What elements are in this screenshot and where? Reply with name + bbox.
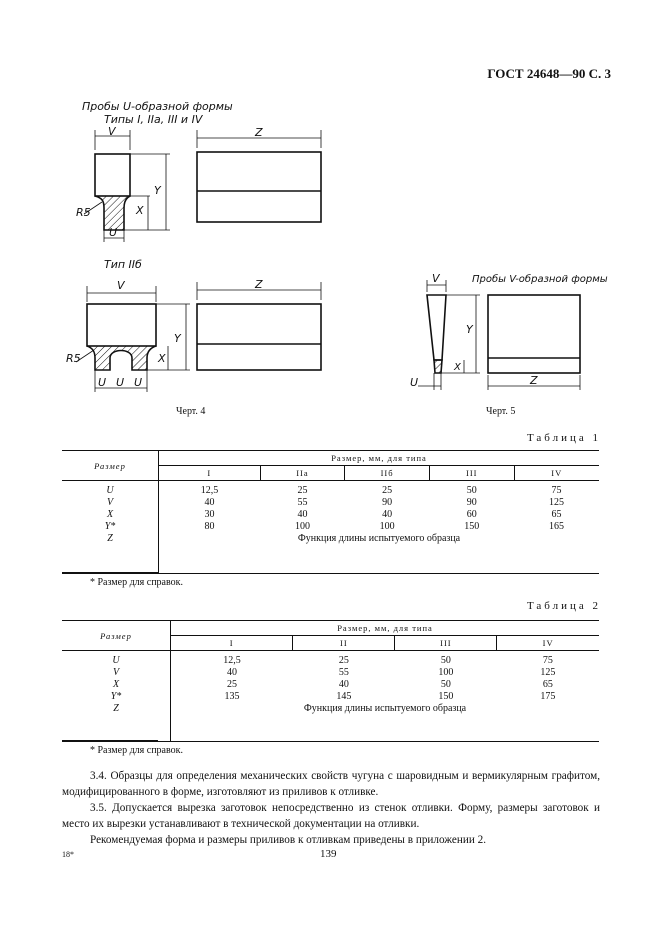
cell: 50	[440, 679, 451, 690]
row-label: V	[62, 497, 159, 509]
svg-text:Z: Z	[255, 278, 263, 291]
cell: 12,5	[200, 485, 219, 496]
cell: 25	[382, 485, 393, 496]
svg-text:U: U	[98, 376, 107, 389]
chert-4-caption: Черт. 4	[176, 406, 206, 417]
footer-mark: 18*	[62, 850, 74, 859]
table2-type-3: IV	[497, 636, 599, 651]
cell: 90	[382, 497, 393, 508]
svg-text:R5: R5	[66, 352, 81, 365]
cell: 25	[338, 655, 349, 666]
row-label: X	[62, 509, 159, 521]
cell: 80	[204, 521, 215, 532]
cell: 75	[542, 655, 553, 666]
cell: 40	[226, 667, 237, 678]
row-label: Y*	[62, 521, 159, 533]
row-label: Y*	[62, 691, 171, 703]
table-row	[62, 509, 599, 521]
row-label: X	[62, 679, 171, 691]
table-row	[62, 481, 599, 498]
cell: 90	[466, 497, 477, 508]
cell: 65	[542, 679, 553, 690]
paragraph-recommend: Рекомендуемая форма и размеры приливов к отливкам приведены в приложении 2.	[90, 834, 486, 846]
table2-type-0: I	[171, 636, 293, 651]
fig-u-title-2: Типы I, IIа, III и IV	[104, 113, 203, 126]
svg-text:V: V	[432, 272, 440, 285]
svg-text:R5: R5	[76, 206, 91, 219]
cell: 135	[224, 691, 240, 702]
table2-col-header: Размер	[62, 621, 171, 651]
cell: 30	[204, 509, 215, 520]
table1-group-header: Размер, мм, для типа	[159, 451, 600, 466]
table1	[62, 450, 599, 574]
row-label: V	[62, 667, 171, 679]
chert-5-caption: Черт. 5	[486, 406, 516, 417]
svg-text:U: U	[109, 226, 118, 239]
cell: 100	[438, 667, 454, 678]
cell: 40	[204, 497, 215, 508]
row-label: U	[62, 481, 159, 498]
table1-footnote: * Размер для справок.	[90, 577, 183, 588]
table-row	[62, 651, 599, 668]
table1-type-2: IIб	[345, 466, 430, 481]
cell: 25	[226, 679, 237, 690]
page-header: ГОСТ 24648—90 С. 3	[487, 66, 611, 81]
cell: 165	[549, 521, 565, 532]
svg-text:V: V	[108, 125, 116, 138]
cell: 125	[549, 497, 565, 508]
paragraph-3-5: 3.5. Допускается вырезка заготовок непосредственно из стенок отливки. Форму, размеры заготовок и место их вырезки устанавливают в технической документации на отливки.	[62, 802, 600, 830]
cell: 100	[294, 521, 310, 532]
table2	[62, 620, 599, 742]
cell: 25	[297, 485, 308, 496]
cell: 12,5	[223, 655, 241, 666]
table2-type-1: II	[293, 636, 395, 651]
cell: 100	[379, 521, 395, 532]
fig-2b-title: Тип IIб	[104, 258, 142, 271]
table-row-z	[62, 703, 599, 715]
svg-text:Z: Z	[255, 126, 263, 139]
svg-text:X: X	[136, 204, 144, 217]
table2-group-header: Размер, мм, для типа	[171, 621, 600, 636]
cell: 75	[551, 485, 562, 496]
fig-v-title: Пробы V-образной формы	[472, 274, 608, 285]
footnote-rule	[62, 572, 158, 573]
svg-text:Y: Y	[174, 332, 181, 345]
cell: 145	[336, 691, 352, 702]
body-text	[62, 768, 600, 848]
svg-text:X: X	[158, 352, 166, 365]
page-number: 139	[320, 848, 337, 860]
table1-type-3: III	[429, 466, 514, 481]
fig-u-title-1: Пробы U-образной формы	[82, 100, 233, 113]
svg-text:U: U	[116, 376, 125, 389]
svg-text:U: U	[134, 376, 143, 389]
table-row	[62, 521, 599, 533]
cell: 40	[382, 509, 393, 520]
table1-type-0: I	[159, 466, 261, 481]
cell: 40	[297, 509, 308, 520]
svg-text:Y: Y	[466, 323, 473, 336]
table-row	[62, 497, 599, 509]
cell: 150	[464, 521, 480, 532]
table-row	[62, 691, 599, 703]
table2-type-2: III	[395, 636, 497, 651]
row-label: Z	[62, 703, 171, 715]
svg-text:Y: Y	[154, 184, 161, 197]
cell: 50	[440, 655, 451, 666]
z-function-text: Функция длины испытуемого образца	[297, 533, 461, 544]
table1-caption: Таблица 1	[526, 432, 601, 444]
svg-text:X: X	[454, 362, 461, 373]
cell: 50	[466, 485, 477, 496]
table2-footnote: * Размер для справок.	[90, 745, 183, 756]
cell: 175	[540, 691, 556, 702]
table1-col-header: Размер	[62, 451, 159, 481]
z-function-text: Функция длины испытуемого образца	[303, 703, 467, 714]
cell: 125	[540, 667, 556, 678]
cell: 55	[297, 497, 308, 508]
cell: 40	[338, 679, 349, 690]
cell: 65	[551, 509, 562, 520]
svg-text:Z: Z	[530, 374, 538, 387]
table1-type-1: IIа	[260, 466, 345, 481]
svg-text:V: V	[117, 279, 125, 292]
table-row-z	[62, 533, 599, 545]
table1-type-4: IV	[514, 466, 599, 481]
paragraph-3-4: 3.4. Образцы для определения механических свойств чугуна с шаровидным и вермикулярным графитом, модифицированного в форме, изготовляют из приливов к отливке.	[62, 770, 600, 798]
svg-text:U: U	[410, 376, 419, 389]
drawings	[0, 90, 661, 430]
table2-caption: Таблица 2	[526, 600, 601, 612]
cell: 60	[466, 509, 477, 520]
footnote-rule-2	[62, 740, 158, 741]
cell: 150	[438, 691, 454, 702]
row-label: U	[62, 651, 171, 668]
row-label: Z	[62, 533, 159, 545]
table-row	[62, 667, 599, 679]
cell: 55	[338, 667, 349, 678]
table-row	[62, 679, 599, 691]
